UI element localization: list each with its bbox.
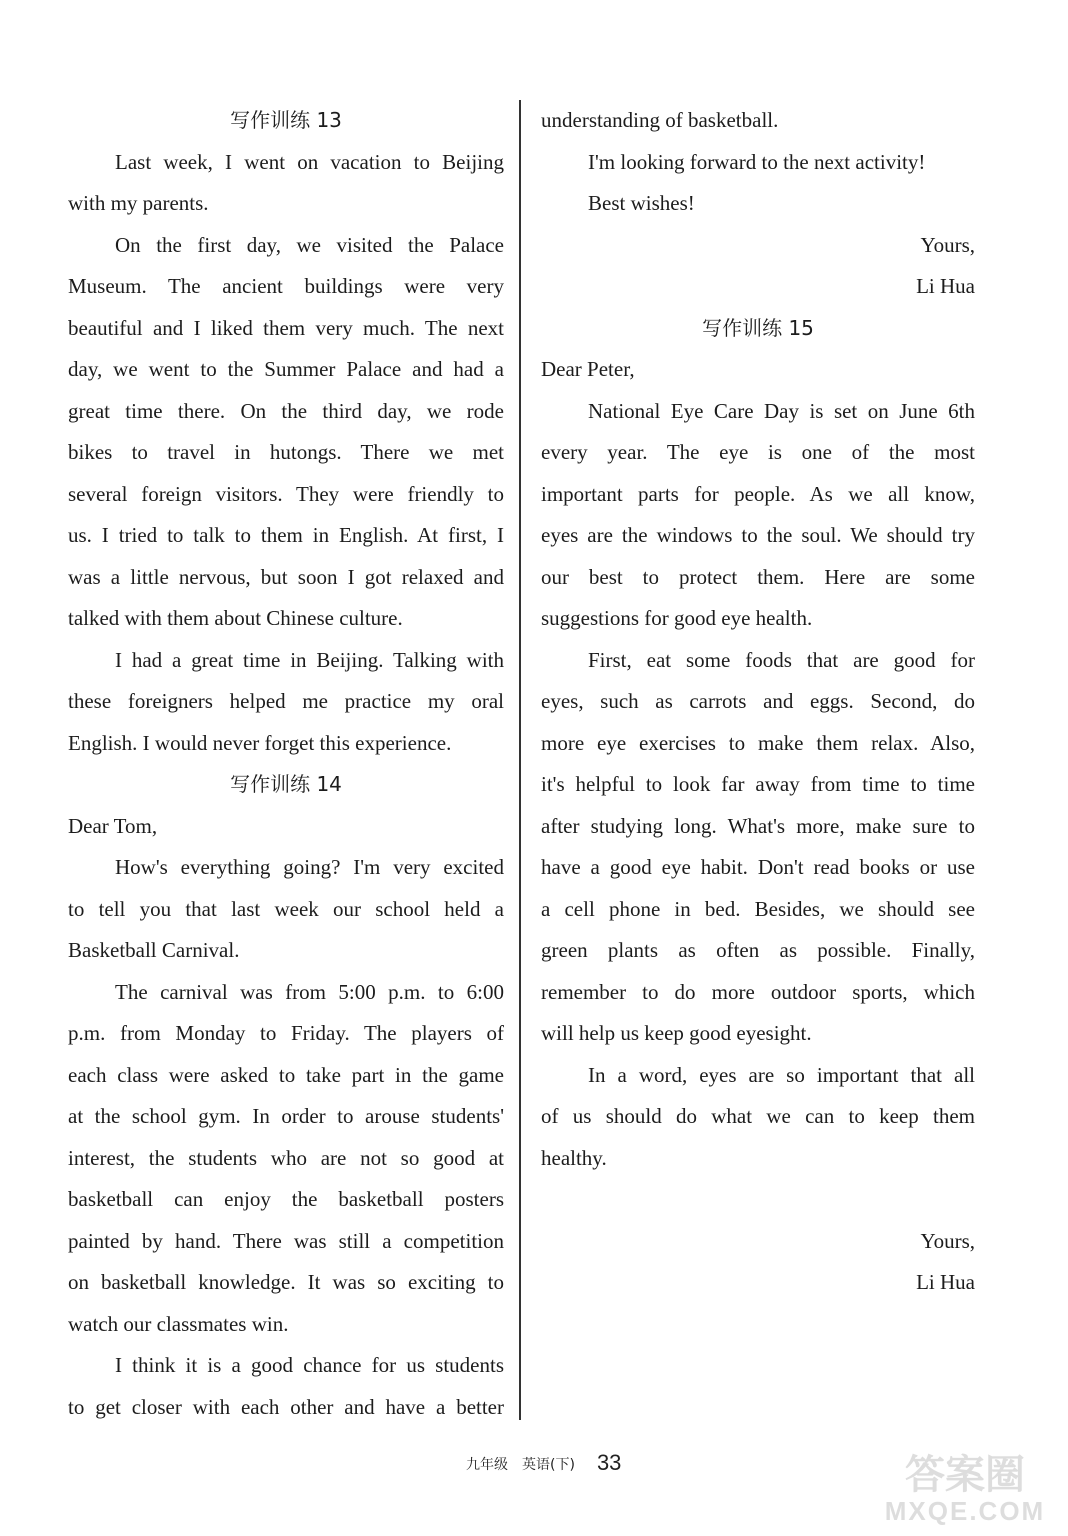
text-line: great time there. On the third day, we rode [68, 398, 504, 423]
text-line: several foreign visitors. They were friendly to [68, 481, 504, 506]
text-line: understanding of basketball. [541, 108, 779, 132]
text-line: healthy. [541, 1145, 607, 1170]
text-line: eyes are the windows to the soul. We should try [541, 523, 975, 547]
text-line: important parts for people. As we all know, [541, 481, 975, 506]
text-line: How's everything going? I'm very excited [115, 855, 504, 879]
text-line: suggestions for good eye health. [541, 606, 813, 630]
page-number: 33 [596, 1450, 622, 1475]
text-line: watch our classmates win. [68, 1311, 289, 1336]
text-line: In a word, eyes are so important that all [588, 1062, 975, 1087]
text-line: a cell phone in bed. Besides, we should see [541, 896, 975, 921]
signature-line: Li Hua [916, 274, 975, 298]
footer-subject: 英语(下) [522, 1457, 575, 1473]
text-line: remember to do more outdoor sports, which [541, 979, 975, 1004]
text-line: On the first day, we visited the Palace [115, 232, 504, 257]
text-line: with my parents. [68, 191, 209, 215]
page-footer [466, 1448, 621, 1478]
text-line: more eye exercises to make them relax. Also, [541, 730, 975, 755]
text-line: will help us keep good eyesight. [541, 1021, 812, 1045]
text-line: Last week, I went on vacation to Beijing [115, 149, 504, 174]
text-line: after studying long. What's more, make sure to [541, 813, 975, 838]
text-line: each class were asked to take part in the game [68, 1062, 504, 1087]
footer-grade: 九年级 [466, 1457, 508, 1473]
text-line: eyes, such as carrots and eggs. Second, do [541, 689, 975, 713]
text-line: at the school gym. In order to arouse students' [68, 1104, 504, 1128]
section-heading: 写作训练 14 [230, 772, 342, 796]
text-line: every year. The eye is one of the most [541, 440, 975, 464]
text-line: Museum. The ancient buildings were very [68, 274, 504, 298]
section-heading: 写作训练 15 [702, 315, 814, 340]
signature-line: Li Hua [916, 1270, 975, 1294]
text-line: to get closer with each other and have a better [68, 1394, 504, 1419]
text-line: I think it is a good chance for us students [115, 1353, 504, 1377]
text-line: p.m. from Monday to Friday. The players of [68, 1021, 504, 1045]
text-line: our best to protect them. Here are some [541, 564, 975, 589]
text-line [541, 1179, 975, 1221]
text-line: to tell you that last week our school held a [68, 896, 504, 921]
signature-line: Yours, [920, 1228, 975, 1253]
text-line: interest, the students who are not so good at [68, 1145, 504, 1170]
text-line: basketball can enjoy the basketball posters [68, 1187, 504, 1211]
text-line: these foreigners helped me practice my oral [68, 689, 504, 713]
text-line: talked with them about Chinese culture. [68, 606, 403, 630]
text-line: Best wishes! [588, 191, 695, 215]
text-line: day, we went to the Summer Palace and had a [68, 357, 504, 381]
text-line: National Eye Care Day is set on June 6th [588, 398, 975, 423]
text-line: was a little nervous, but soon I got relaxed and [68, 564, 504, 589]
text-line: I had a great time in Beijing. Talking with [115, 647, 504, 672]
text-line: I'm looking forward to the next activity! [588, 149, 926, 174]
column-divider [519, 100, 521, 1420]
text-line: First, eat some foods that are good for [588, 647, 975, 672]
text-line: green plants as often as possible. Finally, [541, 938, 975, 962]
signature-line: Yours, [920, 232, 975, 257]
text-line: bikes to travel in hutongs. There we met [68, 440, 504, 464]
text-line: English. I would never forget this experience. [68, 730, 452, 755]
text-line: have a good eye habit. Don't read books or use [541, 855, 975, 879]
watermark-logo [870, 1446, 1060, 1526]
text-line: it's helpful to look far away from time to time [541, 772, 975, 796]
watermark-title: 答案圈 [905, 1452, 1025, 1498]
watermark-url: MXQE.COM [884, 1496, 1046, 1526]
text-line: The carnival was from 5:00 p.m. to 6:00 [115, 979, 504, 1004]
text-line: of us should do what we can to keep them [541, 1104, 975, 1128]
text-line: on basketball knowledge. It was so exciting to [68, 1270, 504, 1294]
text-line: us. I tried to talk to them in English. At first, I [68, 523, 504, 547]
text-line: Dear Tom, [68, 813, 158, 838]
text-line: beautiful and I liked them very much. The next [68, 315, 504, 340]
section-heading: 写作训练 13 [230, 108, 342, 132]
text-line: Dear Peter, [541, 357, 635, 381]
text-line: painted by hand. There was still a competition [68, 1228, 504, 1253]
text-line: Basketball Carnival. [68, 938, 240, 962]
